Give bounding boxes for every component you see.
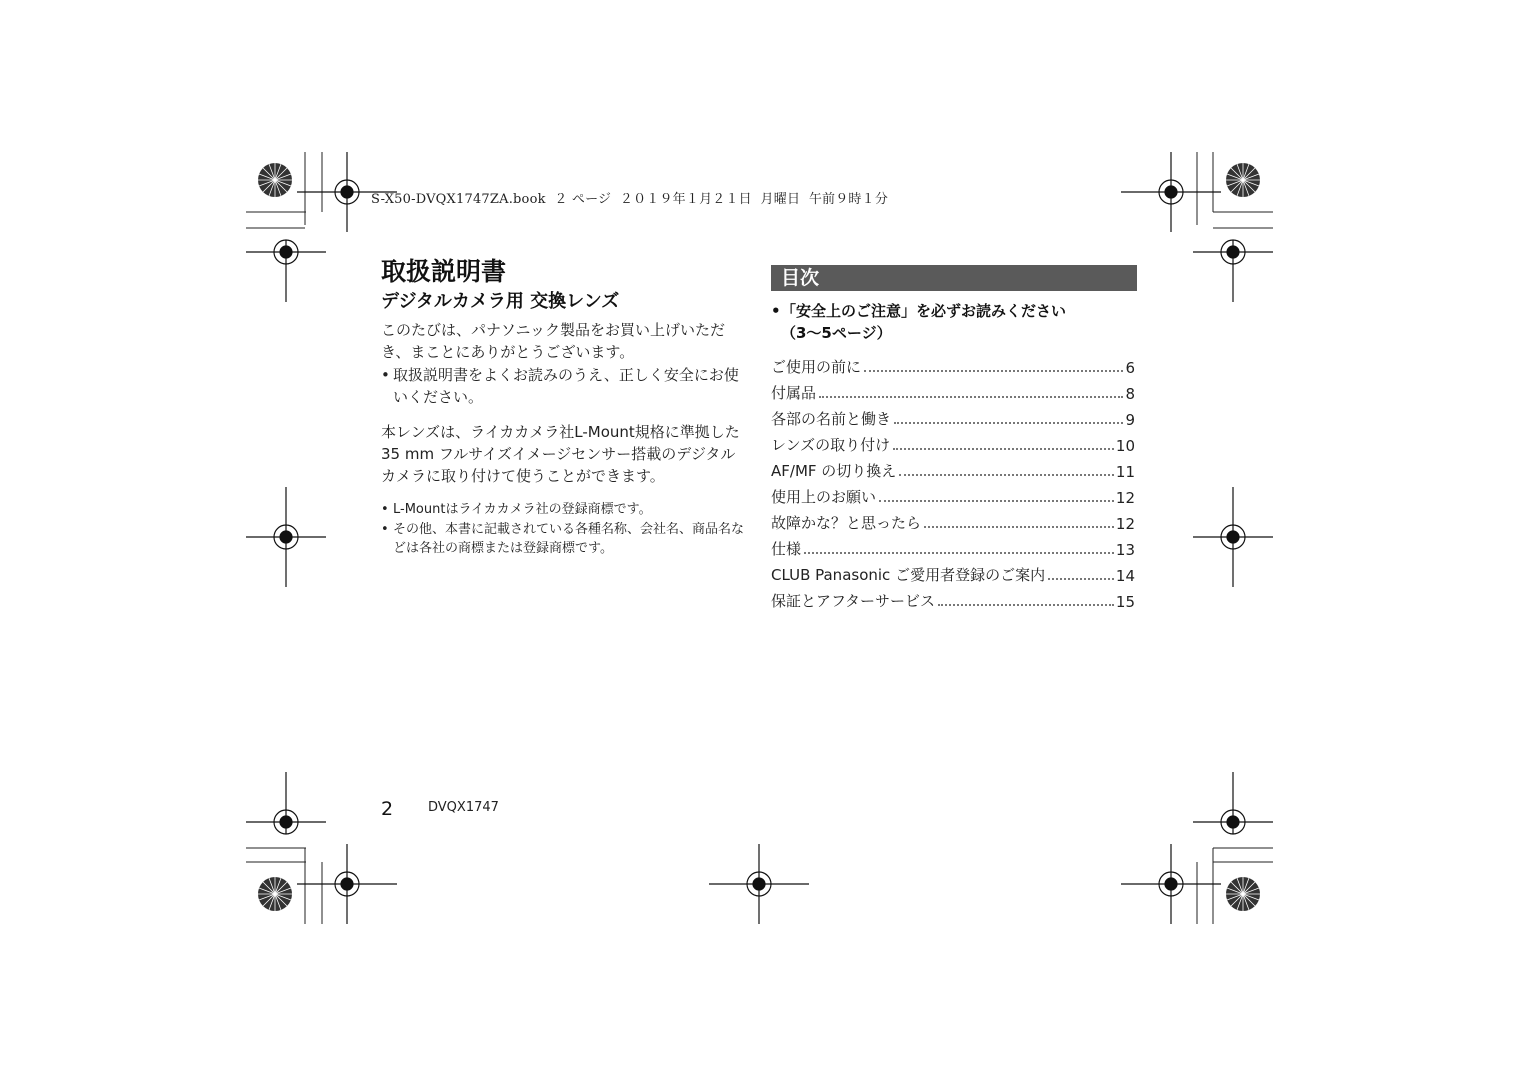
- intro-line: このたびは、パナソニック製品をお買い上げいただ: [381, 321, 725, 339]
- read-manual-bullet: [381, 364, 746, 408]
- toc-leader-dots: [894, 421, 1123, 424]
- registration-crosshair-icon: [246, 240, 326, 302]
- body-line: 本レンズは、ライカカメラ社L-Mount規格に準拠した: [381, 423, 740, 441]
- safety-notice-pages: （3～5ページ）: [781, 324, 892, 342]
- toc-item-page: 10: [1115, 437, 1135, 455]
- registration-crosshair-icon: [246, 772, 326, 834]
- safety-notice: [771, 300, 1137, 344]
- page-subtitle: デジタルカメラ用 交換レンズ: [381, 291, 620, 312]
- registration-crosshair-icon: [709, 844, 809, 924]
- toc-item-page: 8: [1125, 385, 1135, 403]
- note-text: その他、本書に記載されている各種名称、会社名、商品名な: [393, 522, 745, 537]
- toc-item-label: CLUB Panasonic ご愛用者登録のご案内: [771, 566, 1046, 584]
- body-line: 35 mm フルサイズイメージセンサー搭載のデジタル: [381, 445, 736, 463]
- registration-crosshair-icon: [297, 844, 397, 924]
- bullet-dot: •: [771, 302, 781, 320]
- intro-paragraph: [381, 319, 751, 363]
- toc-item[interactable]: [771, 407, 1135, 429]
- safety-notice-text: 「安全上のご注意」を必ずお読みください: [781, 302, 1067, 320]
- toc-item-page: 15: [1115, 593, 1135, 611]
- toc-item-page: 11: [1115, 463, 1135, 481]
- toc-leader-dots: [938, 603, 1114, 606]
- bullet-dot: •: [381, 522, 389, 537]
- toc-leader-dots: [804, 551, 1114, 554]
- toc-item[interactable]: [771, 563, 1135, 585]
- toc-item-label: 付属品: [771, 384, 817, 402]
- registration-crosshair-icon: [246, 487, 326, 587]
- registration-crosshair-icon: [1193, 772, 1273, 834]
- toc-item[interactable]: [771, 485, 1135, 507]
- toc-item-label: 保証とアフターサービス: [771, 592, 935, 610]
- toc-item-label: 仕様: [771, 540, 802, 558]
- registration-crosshair-icon: [1193, 240, 1273, 302]
- bullet-dot: •: [381, 366, 390, 384]
- toc-leader-dots: [924, 525, 1114, 528]
- toc-item-label: レンズの取り付け: [771, 436, 891, 454]
- toc-item-label: AF/MF の切り換え: [771, 462, 897, 480]
- toc-item-page: 12: [1115, 515, 1135, 533]
- toc-leader-dots: [819, 395, 1123, 398]
- toc-item-page: 6: [1125, 359, 1135, 377]
- toc-item[interactable]: [771, 459, 1135, 481]
- toc-leader-dots: [879, 499, 1114, 502]
- toc-item[interactable]: [771, 589, 1135, 611]
- starburst-target-icon: [258, 163, 292, 197]
- bullet-dot: •: [381, 502, 389, 517]
- toc-item-label: 使用上のお願い: [771, 488, 877, 506]
- toc-item-label: ご使用の前に: [771, 358, 862, 376]
- toc-item-page: 14: [1115, 567, 1135, 585]
- note-text: どは各社の商標または登録商標です。: [393, 541, 613, 556]
- toc-leader-dots: [899, 473, 1114, 476]
- toc-item-page: 13: [1115, 541, 1135, 559]
- toc-item-label: 各部の名前と働き: [771, 410, 892, 428]
- bullet-text: 取扱説明書をよくお読みのうえ、正しく安全にお使: [393, 366, 739, 384]
- toc-item[interactable]: [771, 355, 1135, 377]
- toc-leader-dots: [1048, 577, 1114, 580]
- registration-crosshair-icon: [1193, 487, 1273, 587]
- starburst-target-icon: [258, 877, 292, 911]
- page-number: 2: [381, 798, 394, 820]
- toc-item-page: 9: [1125, 411, 1135, 429]
- starburst-target-icon: [1226, 163, 1260, 197]
- starburst-target-icon: [1226, 877, 1260, 911]
- toc-item-label: 故障かな？と思ったら: [771, 514, 922, 532]
- bullet-text: いください。: [393, 388, 484, 406]
- toc-item[interactable]: [771, 381, 1135, 403]
- registration-crosshair-icon: [1121, 152, 1221, 232]
- toc-leader-dots: [893, 447, 1114, 450]
- lens-description-paragraph: [381, 421, 751, 487]
- trademark-note: [381, 500, 746, 519]
- body-line: カメラに取り付けて使うことができます。: [381, 467, 665, 485]
- book-header-line: S-X50-DVQX1747ZA.book ２ ページ ２０１９年１月２１日 月曜日 午前９時１分: [371, 192, 889, 207]
- toc-item[interactable]: [771, 537, 1135, 559]
- intro-line: き、まことにありがとうございます。: [381, 343, 635, 361]
- other-trademarks-note: [381, 520, 746, 558]
- toc-leader-dots: [864, 369, 1123, 372]
- document-code: DVQX1747: [428, 800, 499, 815]
- note-text: L-Mountはライカカメラ社の登録商標です。: [393, 502, 652, 517]
- toc-item[interactable]: [771, 433, 1135, 455]
- toc-item-page: 12: [1115, 489, 1135, 507]
- page-title: 取扱説明書: [381, 257, 507, 286]
- registration-crosshair-icon: [1121, 844, 1221, 924]
- toc-item[interactable]: [771, 511, 1135, 533]
- toc-heading: 目次: [771, 265, 1137, 291]
